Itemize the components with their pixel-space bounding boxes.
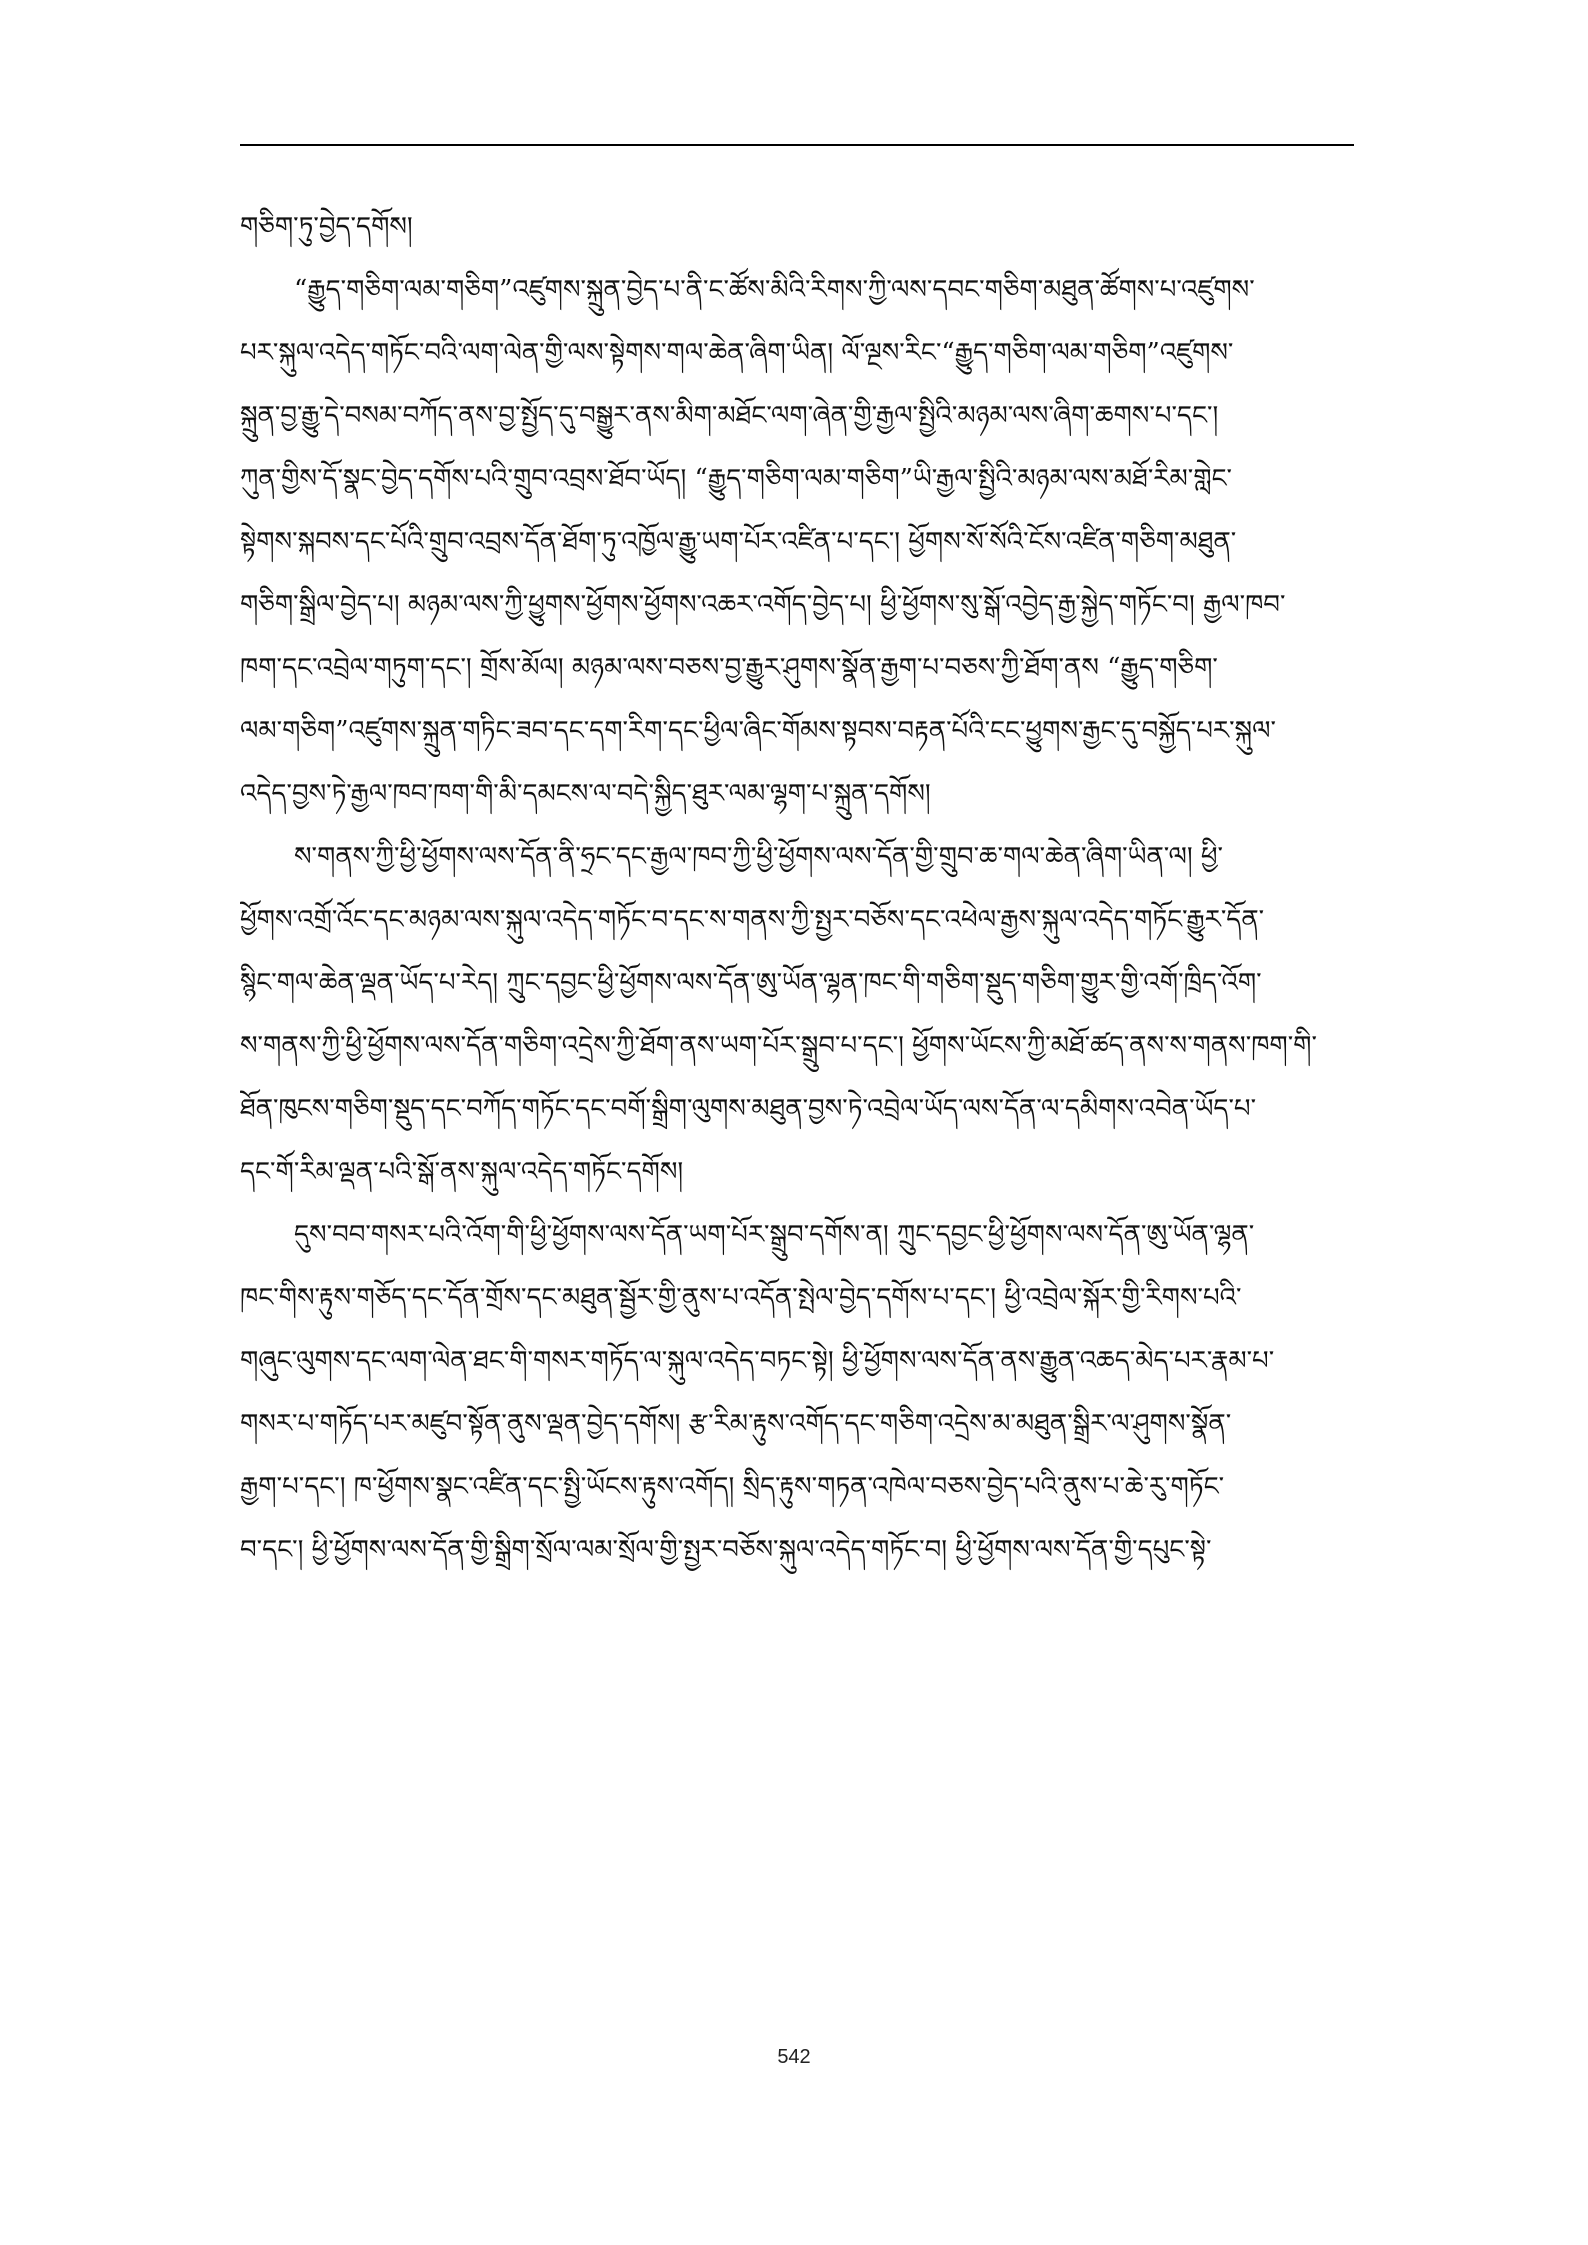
text-line: དང་གོ་རིམ་ལྡན་པའི་སྒོ་ནས་སྐུལ་འདེད་གཏོང་དགོས། bbox=[240, 1157, 684, 1187]
text-line: ས་གནས་ཀྱི་ཕྱི་ཕྱོགས་ལས་དོན་ནི་ཧྲང་དང་རྒྱལ་ཁབ་ཀྱི་ཕྱི་ཕྱོགས་ལས་དོན་གྱི་གྲུབ་ཆ་གལ་ཆེན་ཞིག་ཡིན་ལ། ཕྱི་ bbox=[294, 842, 1224, 872]
text-line: ཀུན་གྱིས་དོ་སྣང་བྱེད་དགོས་པའི་གྲུབ་འབྲས་ཐོབ་ཡོད། “རྒྱུད་གཅིག་ལམ་གཅིག”ཡི་རྒྱལ་སྤྱིའི་མཉམ་ལས་མཐོ་རིམ་གླེང་ bbox=[240, 464, 1232, 494]
text-line: ཁག་དང་འབྲེལ་གཏུག་དང་། གྲོས་མོལ། མཉམ་ལས་བཅས་བྱ་རྒྱུར་ཤུགས་སྣོན་རྒྱག་པ་བཅས་ཀྱི་ཐོག་ནས “རྒྱུད་གཅིག་ bbox=[240, 653, 1218, 683]
text-line: ཁང་གིས་རྟུས་གཅོད་དང་དོན་གྲོས་དང་མཐུན་སྦྱོར་གྱི་ནུས་པ་འདོན་སྤེལ་བྱེད་དགོས་པ་དང་། ཕྱི་འབྲེལ་སྐོར་གྱི་རིགས་པའི་ bbox=[240, 1283, 1242, 1313]
text-line: གཅིག་ཏུ་བྱེད་དགོས། bbox=[240, 212, 413, 242]
text-line: ཐོན་ཁུངས་གཅིག་སྡུད་དང་བཀོད་གཏོང་དང་བགོ་སྒྲིག་ལུགས་མཐུན་བྱས་ཏེ་འབྲེལ་ཡོད་ལས་དོན་ལ་དམིགས་འབེན་ཡོད་པ་ bbox=[240, 1094, 1257, 1124]
page-number: 542 bbox=[777, 2046, 811, 2068]
text-line: བ་དང་། ཕྱི་ཕྱོགས་ལས་དོན་གྱི་སྒྲིག་སྲོལ་ལམ་སྲོལ་གྱི་སྤྱར་བཅོས་སྐུལ་འདེད་གཏོང་བ། ཕྱི་ཕྱོགས་ལས་དོན་གྱི་དཔུང་སྟེ་ bbox=[240, 1535, 1212, 1565]
text-line: སྐྲུན་བྱ་རྒྱུ་དེ་བསམ་བཀོད་ནས་བྱ་སྤྱོད་དུ་བསྒྱུར་ནས་མིག་མཐོང་ལག་ཞེན་གྱི་རྒྱལ་སྤྱིའི་མཉམ་ལས་ཞིག་ཆགས་པ་དང་། bbox=[240, 401, 1219, 431]
text-line: ཕྱོགས་འགྲོ་འོང་དང་མཉམ་ལས་སྐུལ་འདེད་གཏོང་བ་དང་ས་གནས་ཀྱི་སྤྱར་བཅོས་དང་འཕེལ་རྒྱས་སྐུལ་འདེད་གཏོང་རྒྱུར་དོན་ bbox=[240, 905, 1265, 935]
text-line: སྟེགས་སྐབས་དང་པོའི་གྲུབ་འབྲས་དོན་ཐོག་ཏུ་འཁྱོལ་རྒྱུ་ཡག་པོར་འཛིན་པ་དང་། ཕྱོགས་སོ་སོའི་ངོས་འཛིན་གཅིག་མཐུན་ bbox=[240, 527, 1237, 557]
text-line: རྒྱག་པ་དང་། ཁ་ཕྱོགས་སྣང་འཛིན་དང་སྤྱི་ཡོངས་རྟུས་འགོད། སྲིད་རྟུས་གཏན་འཁེལ་བཅས་བྱེད་པའི་ནུས་པ་ཆེ་རུ་གཏོང་ bbox=[240, 1472, 1225, 1502]
text-line: “རྒྱུད་གཅིག་ལམ་གཅིག”འཛུགས་སྐྲུན་བྱེད་པ་ནི་ང་ཚོས་མིའི་རིགས་ཀྱི་ལས་དབང་གཅིག་མཐུན་ཚོགས་པ་འཛུགས་ bbox=[294, 275, 1255, 305]
text-line: དུས་བབ་གསར་པའི་འོག་གི་ཕྱི་ཕྱོགས་ལས་དོན་ཡག་པོར་སྒྲུབ་དགོས་ན། ཀྲུང་དབྱང་ཕྱི་ཕྱོགས་ལས་དོན་ཨུ་ཡོན་ལྷན་ bbox=[294, 1220, 1255, 1250]
text-line: གཅིག་སྒྲིལ་བྱེད་པ། མཉམ་ལས་ཀྱི་ཕྱུགས་ཕྱོགས་ཕྱོགས་འཆར་འགོད་བྱེད་པ། ཕྱི་ཕྱོགས་སུ་སྒོ་འབྱེད་རྒྱ་སྐྱེད་གཏོང་བ། རྒྱལ་ཁབ་ bbox=[240, 590, 1286, 620]
text-line: པར་སྐུལ་འདེད་གཏོང་བའི་ལག་ལེན་གྱི་ལས་སྟེགས་གལ་ཆེན་ཞིག་ཡིན། ལོ་ལྔས་རིང་“རྒྱུད་གཅིག་ལམ་གཅིག”འཛུགས་ bbox=[240, 338, 1234, 368]
text-line: འདེད་བྱས་ཏེ་རྒྱལ་ཁབ་ཁག་གི་མི་དམངས་ལ་བདེ་སྐྱིད་ཐུར་ལམ་ལྷག་པ་སྐྲུན་དགོས། bbox=[240, 779, 931, 809]
body-text bbox=[240, 196, 1354, 2036]
text-line: ལམ་གཅིག”འཛུགས་སྐྲུན་གཏིང་ཟབ་དང་དག་རིག་དང་ཕྱིལ་ཞིང་གོམས་སྟབས་བརྟན་པོའི་ངང་ཕྱུགས་རྒྱང་དུ་བསྐྱོད་པར་སྐུལ་ bbox=[240, 716, 1276, 746]
text-line: ས་གནས་ཀྱི་ཕྱི་ཕྱོགས་ལས་དོན་གཅིག་འདྲེས་ཀྱི་ཐོག་ནས་ཡག་པོར་སྒྲུབ་པ་དང་། ཕྱོགས་ཡོངས་ཀྱི་མཐོ་ཚད་ནས་ས་གནས་ཁག་གི་ bbox=[240, 1031, 1317, 1061]
text-line: གཞུང་ལུགས་དང་ལག་ལེན་ཐང་གི་གསར་གཏོད་ལ་སྐུལ་འདེད་བཏང་སྟེ། ཕྱི་ཕྱོགས་ལས་དོན་ནས་རྒྱུན་འཆད་མེད་པར་རྣམ་པ་ bbox=[240, 1346, 1275, 1376]
header-rule bbox=[240, 144, 1354, 146]
text-line: སྙིང་གལ་ཆེན་ལྡན་ཡོད་པ་རེད། ཀྲུང་དབྱང་ཕྱི་ཕྱོགས་ལས་དོན་ཨུ་ཡོན་ལྷན་ཁང་གི་གཅིག་སྡུད་གཅིག་གྱུར་གྱི་འགོ་ཁྲིད་འོག་ bbox=[240, 968, 1262, 998]
text-line: གསར་པ་གཏོད་པར་མཛུབ་སྟོན་ནུས་ལྡན་བྱེད་དགོས། རྩ་རིམ་རྟུས་འགོད་དང་གཅིག་འདྲེས་མ་མཐུན་སྒྲིར་ལ་ཤུགས་སྣོན་ bbox=[240, 1409, 1232, 1439]
